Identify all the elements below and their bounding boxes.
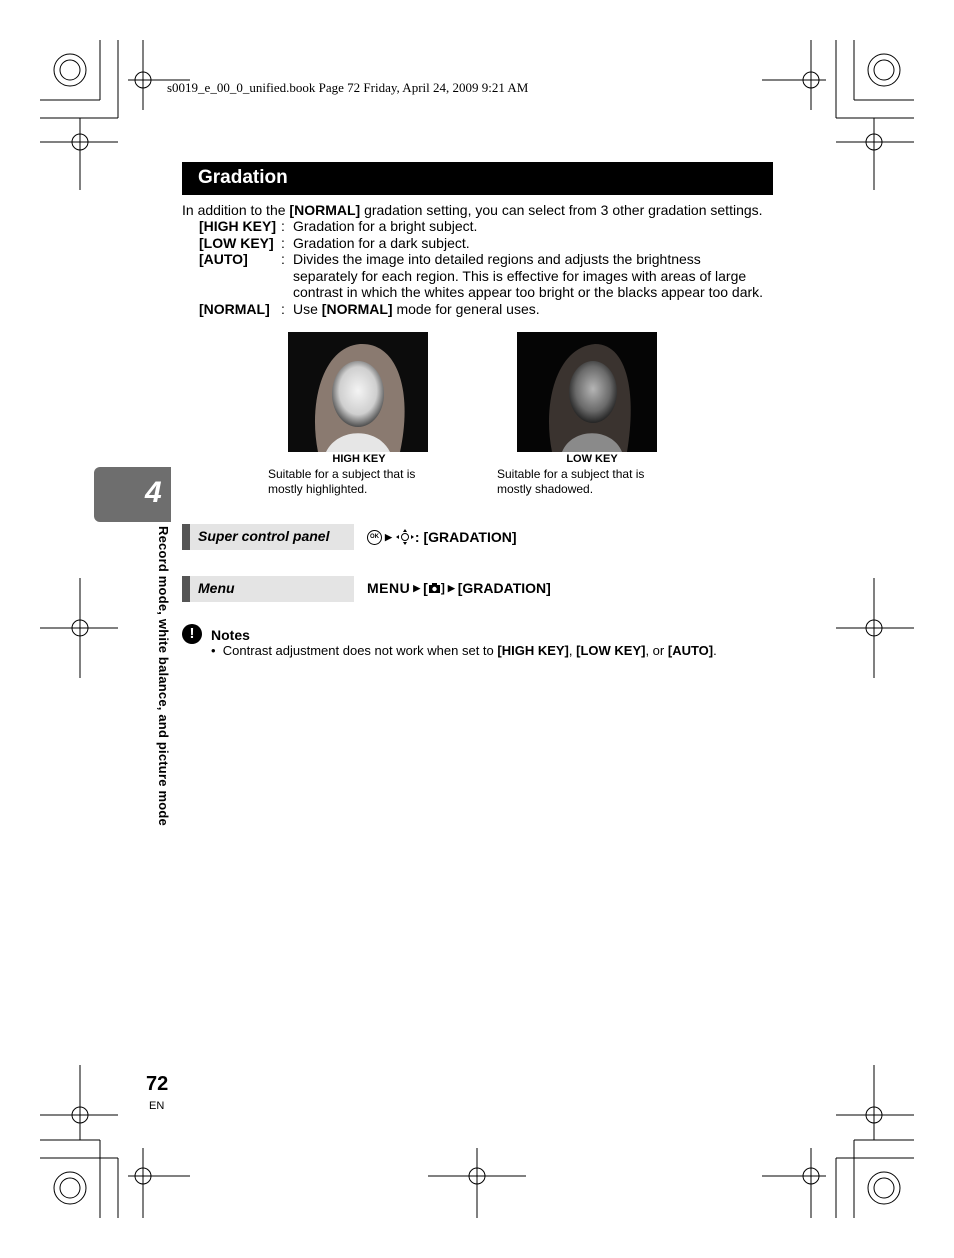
chapter-number: 4 — [145, 476, 162, 509]
notes-item: • Contrast adjustment does not work when set to [HIGH KEY], [LOW KEY], or [AUTO]. — [211, 643, 717, 658]
dpad-icon — [395, 528, 415, 546]
super-control-panel-command: OK ▶ : [GRADATION] — [367, 528, 517, 546]
chapter-side-text: Record mode, white balance, and picture mode — [156, 526, 171, 826]
option-desc-auto: Divides the image into detailed regions and adjusts the brightness separately for each region. This is effective for images with areas of large contrast in which the whites appear too bright or the blacks appear too dark. — [293, 251, 764, 300]
photo-caption-title-high-key: HIGH KEY — [332, 453, 386, 465]
notes-title: Notes — [211, 627, 250, 643]
super-control-panel-label-box: Super control panel — [182, 524, 354, 550]
arrow-right-icon: ▶ — [385, 531, 392, 542]
intro-text: In addition to the [NORMAL] gradation setting, you can select from 3 other gradation settings. — [182, 202, 763, 218]
page-number: 72 — [146, 1073, 169, 1095]
menu-command: MENU ▶ [ ] ▶ [GRADATION] — [367, 580, 551, 596]
chapter-tab — [94, 467, 171, 522]
photo-caption-low-key: Suitable for a subject that is mostly shadowed. — [497, 467, 645, 496]
option-desc-low-key: Gradation for a dark subject. — [293, 235, 470, 251]
photo-caption-title-low-key: LOW KEY — [566, 453, 618, 465]
option-list: [HIGH KEY] : Gradation for a bright subject. [LOW KEY] : Gradation for a dark subject. [AUTO] : Divides the image into detailed regions and adjusts the brightness separately for each region. This is effective for images with areas of large contrast in which the whites appear too bright or the blacks appear too dark. [NORMAL] : Use [NORMAL] mode for general uses. — [199, 218, 764, 317]
option-desc-high-key: Gradation for a bright subject. — [293, 218, 478, 234]
option-label-auto: [AUTO] — [199, 251, 248, 267]
option-desc-normal: Use [NORMAL] mode for general uses. — [293, 301, 540, 317]
photo-high-key — [288, 332, 428, 452]
option-label-low-key: [LOW KEY] — [199, 235, 274, 251]
photo-caption-high-key: Suitable for a subject that is mostly highlighted. — [268, 467, 416, 496]
arrow-right-icon: ▶ — [447, 582, 455, 593]
option-label-normal: [NORMAL] — [199, 301, 270, 317]
photo-low-key — [517, 332, 657, 452]
print-header: s0019_e_00_0_unified.book Page 72 Friday, April 24, 2009 9:21 AM — [167, 80, 529, 95]
menu-label-box: Menu — [182, 576, 354, 602]
language-code: EN — [149, 1100, 165, 1112]
arrow-right-icon: ▶ — [413, 582, 421, 593]
camera-menu-icon — [428, 582, 441, 595]
menu-button-label: MENU — [367, 580, 411, 596]
notes-warning-icon: ! — [182, 624, 202, 644]
ok-button-icon: OK — [367, 530, 382, 545]
section-title: Gradation — [198, 167, 288, 188]
option-label-high-key: [HIGH KEY] — [199, 218, 276, 234]
